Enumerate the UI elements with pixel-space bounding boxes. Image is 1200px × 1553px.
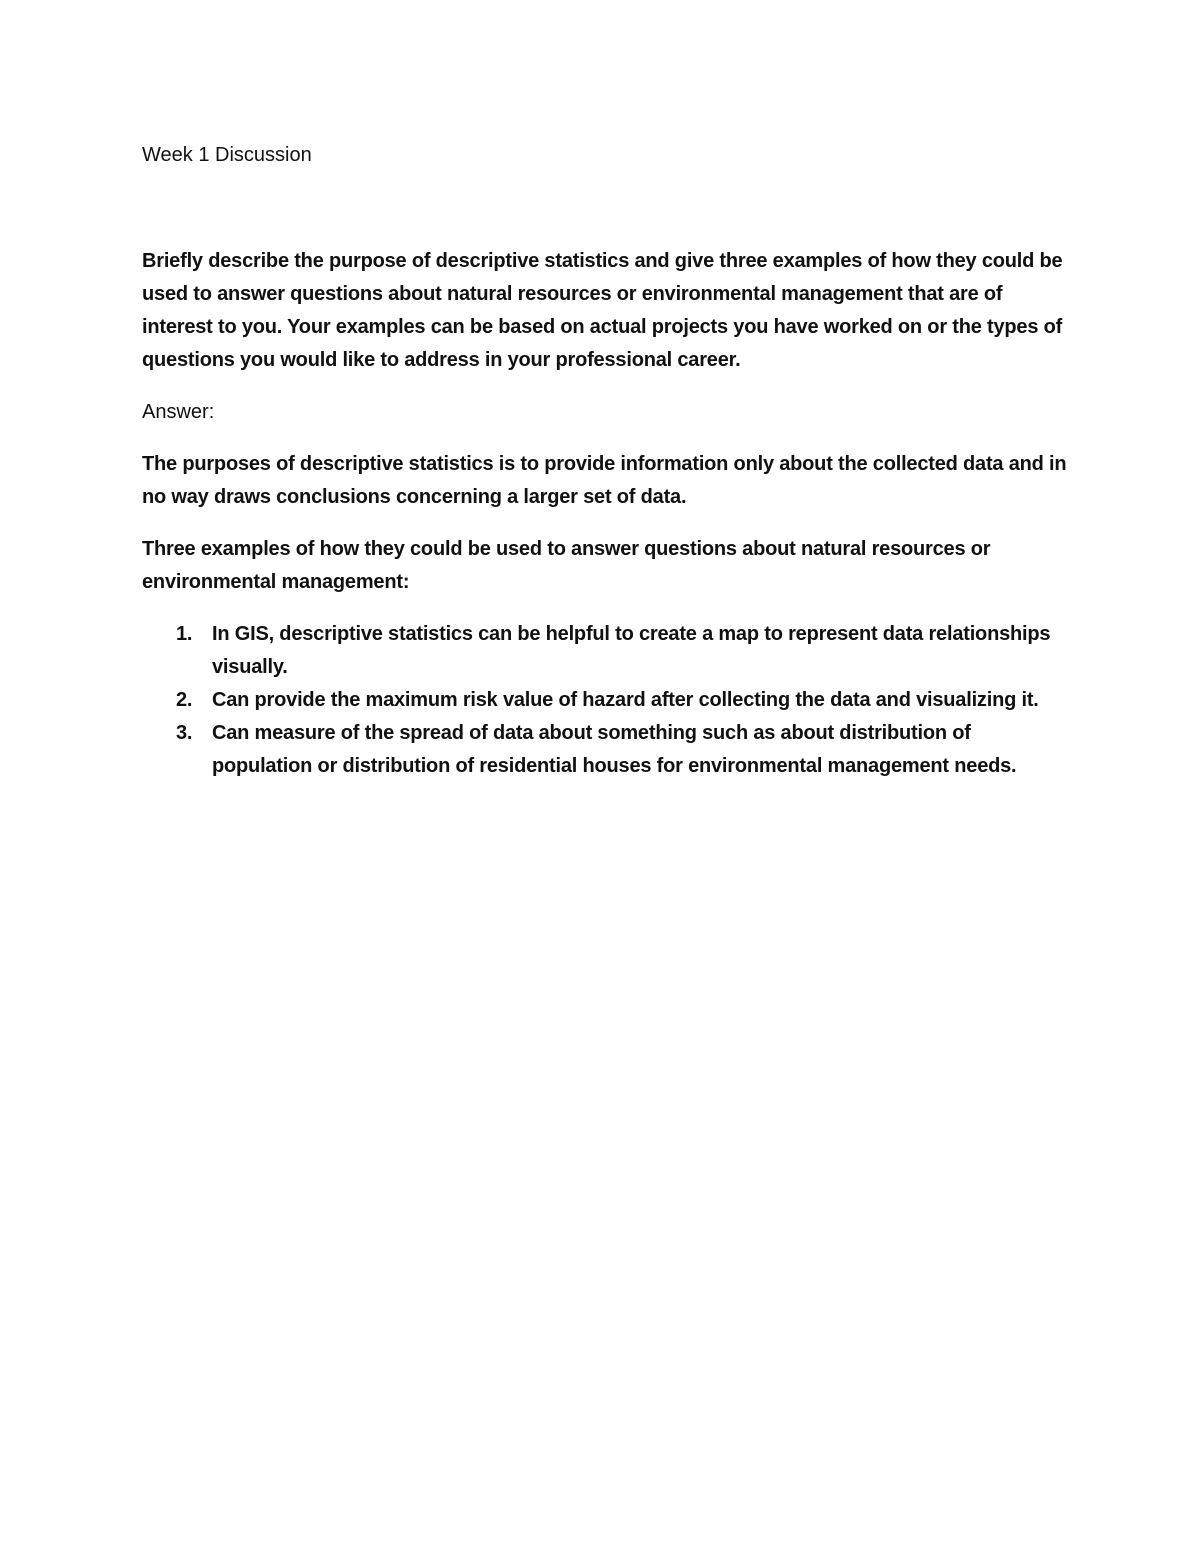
examples-list bbox=[142, 618, 1072, 783]
discussion-question: Briefly describe the purpose of descriptive statistics and give three examples of how they could be used to answer questions about natural resources or environmental management that are of interest to you. Your examples can be based on actual projects you have worked on or the types of questions you would like to address in your professional career. bbox=[142, 250, 1063, 371]
list-item bbox=[142, 717, 1072, 783]
list-item-text: In GIS, descriptive statistics can be helpful to create a map to represent data relationships visually. bbox=[212, 623, 1051, 678]
list-item-number: 1. bbox=[176, 623, 193, 645]
list-item bbox=[142, 684, 1072, 717]
answer-label: Answer: bbox=[142, 401, 215, 423]
list-item-number: 2. bbox=[176, 689, 193, 711]
list-item-text: Can provide the maximum risk value of hazard after collecting the data and visualizing it. bbox=[212, 689, 1039, 711]
list-item-number: 3. bbox=[176, 722, 193, 744]
examples-intro: Three examples of how they could be used to answer questions about natural resources or environmental management: bbox=[142, 538, 991, 593]
document-body bbox=[142, 139, 1072, 783]
list-item-text: Can measure of the spread of data about something such as about distribution of population or distribution of residential houses for environmental management needs. bbox=[212, 722, 1017, 777]
list-item bbox=[142, 618, 1072, 684]
document-title: Week 1 Discussion bbox=[142, 144, 312, 166]
answer-text: The purposes of descriptive statistics is to provide information only about the collected data and in no way draws conclusions concerning a larger set of data. bbox=[142, 453, 1067, 508]
